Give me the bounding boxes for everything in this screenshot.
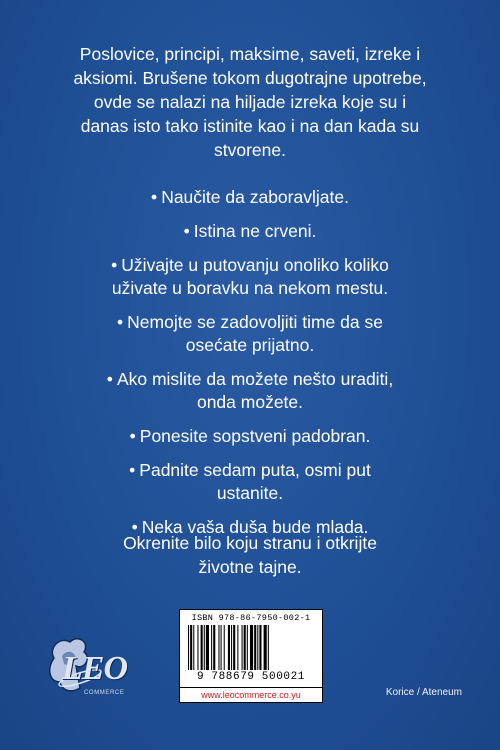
bullet-icon: • (183, 221, 190, 241)
proverb-text: Nemojte se zadovoljiti time da se (127, 312, 383, 332)
proverb-text: Naučite da zaboravljate. (161, 187, 349, 207)
bullet-icon: • (129, 460, 136, 480)
barcode-bar (228, 625, 230, 670)
list-item (70, 186, 430, 209)
proverb-text: Uživajte u putovanju onoliko koliko (121, 255, 389, 275)
list-item (70, 425, 430, 448)
barcode-bar (237, 625, 238, 670)
barcode-bar (204, 625, 205, 670)
bullet-icon: • (111, 255, 118, 275)
list-item (70, 220, 430, 243)
closing-paragraph (80, 531, 420, 579)
barcode-bar (213, 625, 215, 670)
proverb-text: Padnite sedam puta, osmi put (139, 460, 371, 480)
barcode-bar (259, 625, 261, 670)
proverb-text-cont: ustanite. (216, 483, 284, 503)
barcode-bar (257, 625, 258, 670)
barcode-bar (188, 625, 189, 670)
isbn-label: ISBN 978-86-7950-002-1 (191, 613, 311, 623)
bullet-icon: • (106, 369, 113, 389)
barcode-digits: 9 788679 500021 (196, 671, 306, 683)
bullet-icon: • (129, 426, 136, 446)
logo-wordmark: LEO (62, 650, 127, 687)
list-item (70, 311, 430, 357)
proverb-text: Neka vaša duša bude mlada. (141, 517, 369, 537)
intro-text: Poslovice, principi, maksime, saveti, izreke i aksiomi. Brušene tokom dugotrajne upotrebe, ovde se nalazi na hiljade izreka koje su i danas isto tako istinite kao i na dan kada su stvorene. (73, 44, 427, 160)
bullet-icon: • (117, 312, 124, 332)
barcode-bar (190, 625, 192, 670)
barcode-bar (268, 625, 269, 670)
barcode-bar (233, 625, 235, 670)
proverb-list (70, 186, 430, 550)
barcode-bar (242, 625, 243, 670)
barcode-bar (206, 625, 209, 670)
barcode-bar (244, 625, 246, 670)
logo-subtext: COMMERCE (84, 690, 125, 696)
cover-credit: Korice / Ateneum (385, 687, 462, 698)
barcode-bar (218, 625, 219, 670)
bullet-icon: • (151, 187, 158, 207)
barcode-bar (254, 625, 256, 670)
list-item (70, 368, 430, 414)
closing-text: Okrenite bilo koju stranu i otkrijte (123, 533, 377, 553)
barcode-bar (250, 625, 253, 670)
publisher-url[interactable]: www.leocommerce.co.yu (180, 687, 322, 702)
proverb-text-cont: osećate prijatno. (185, 335, 315, 355)
proverb-text-cont: onda možete. (196, 392, 304, 412)
list-item (70, 459, 430, 505)
proverb-text: Ponesite sopstveni padobran. (139, 426, 371, 446)
proverb-text-cont: uživate u boravku na nekom mestu. (111, 278, 389, 298)
barcode-bar (247, 625, 248, 670)
barcode-bar (193, 625, 194, 670)
barcode-bar (231, 625, 232, 670)
barcode-bar (264, 625, 267, 670)
list-item (70, 254, 430, 300)
closing-text-cont: životne tajne. (198, 557, 302, 577)
intro-paragraph (70, 42, 430, 162)
barcode-bar (211, 625, 212, 670)
proverb-text: Istina ne crveni. (193, 221, 317, 241)
barcode-bar (224, 625, 225, 670)
isbn-barcode (179, 609, 323, 703)
barcode-bar (197, 625, 198, 670)
barcode-bar (221, 625, 222, 670)
barcode-bars (188, 625, 314, 670)
barcode-bar (201, 625, 203, 670)
proverb-text: Ako mislite da možete nešto uraditi, (116, 369, 394, 389)
bullet-icon: • (131, 517, 138, 537)
